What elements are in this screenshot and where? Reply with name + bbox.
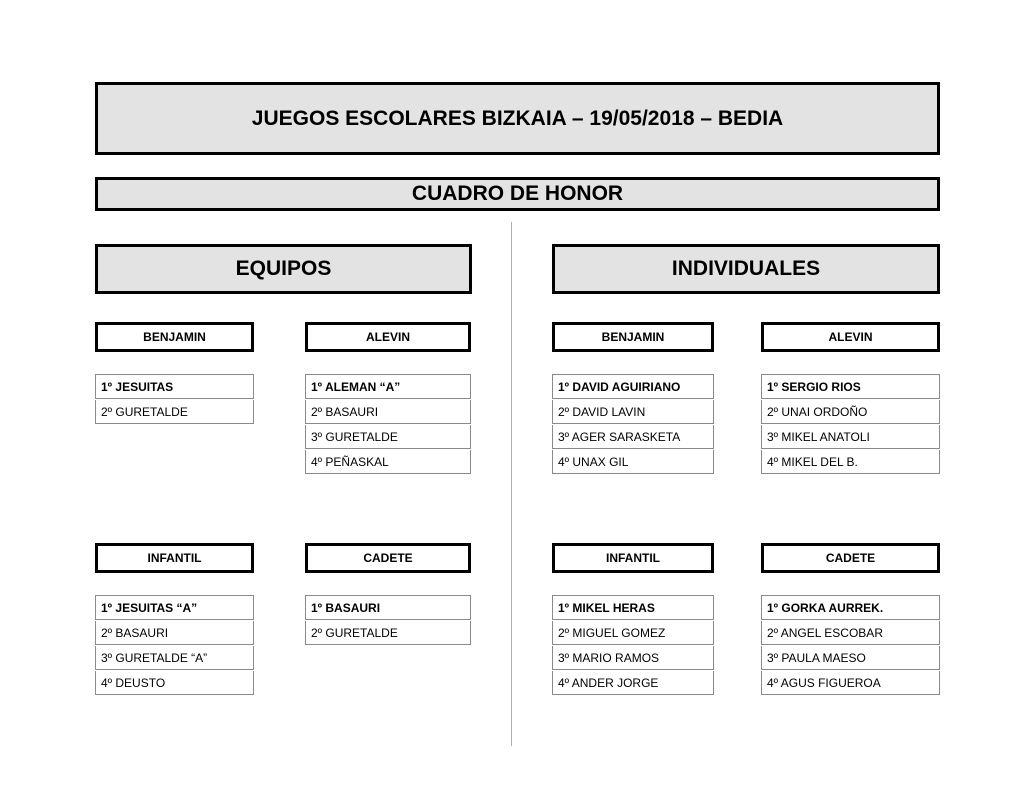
list-item: 1º BASAURI: [305, 596, 471, 620]
individuales-infantil-list: [552, 595, 714, 695]
page-title: JUEGOS ESCOLARES BIZKAIA – 19/05/2018 – BEDIA: [95, 82, 940, 155]
list-item: 3º GURETALDE: [305, 425, 471, 449]
list-item: 2º BASAURI: [305, 400, 471, 424]
section-heading-individuales: INDIVIDUALES: [552, 244, 940, 294]
list-item: 2º DAVID LAVIN: [552, 400, 714, 424]
list-item: 2º GURETALDE: [305, 621, 471, 645]
equipos-benjamin-list: [95, 374, 254, 424]
individuales-alevin-list: [761, 374, 940, 474]
equipos-benjamin-header: BENJAMIN: [95, 322, 254, 352]
section-heading-equipos: EQUIPOS: [95, 244, 472, 294]
list-item: 2º GURETALDE: [95, 400, 254, 424]
list-item: 4º MIKEL DEL B.: [761, 450, 940, 474]
list-item: 1º DAVID AGUIRIANO: [552, 375, 714, 399]
list-item: 2º BASAURI: [95, 621, 254, 645]
individuales-cadete-list: [761, 595, 940, 695]
list-item: 4º UNAX GIL: [552, 450, 714, 474]
equipos-alevin-list: [305, 374, 471, 474]
individuales-benjamin-header: BENJAMIN: [552, 322, 714, 352]
list-item: 4º AGUS FIGUEROA: [761, 671, 940, 695]
list-item: 1º GORKA AURREK.: [761, 596, 940, 620]
list-item: 2º ANGEL ESCOBAR: [761, 621, 940, 645]
equipos-alevin-header: ALEVIN: [305, 322, 471, 352]
page-subtitle: CUADRO DE HONOR: [95, 177, 940, 211]
list-item: 4º DEUSTO: [95, 671, 254, 695]
equipos-infantil-list: [95, 595, 254, 695]
list-item: 4º ANDER JORGE: [552, 671, 714, 695]
list-item: 2º UNAI ORDOÑO: [761, 400, 940, 424]
list-item: 1º SERGIO RIOS: [761, 375, 940, 399]
list-item: 3º MARIO RAMOS: [552, 646, 714, 670]
individuales-cadete-header: CADETE: [761, 543, 940, 573]
list-item: 3º GURETALDE “A”: [95, 646, 254, 670]
list-item: 4º PEÑASKAL: [305, 450, 471, 474]
list-item: 1º MIKEL HERAS: [552, 596, 714, 620]
equipos-cadete-list: [305, 595, 471, 645]
list-item: 1º ALEMAN “A”: [305, 375, 471, 399]
individuales-alevin-header: ALEVIN: [761, 322, 940, 352]
list-item: 3º AGER SARASKETA: [552, 425, 714, 449]
list-item: 3º PAULA MAESO: [761, 646, 940, 670]
list-item: 1º JESUITAS: [95, 375, 254, 399]
equipos-cadete-header: CADETE: [305, 543, 471, 573]
individuales-infantil-header: INFANTIL: [552, 543, 714, 573]
individuales-benjamin-list: [552, 374, 714, 474]
equipos-infantil-header: INFANTIL: [95, 543, 254, 573]
list-item: 3º MIKEL ANATOLI: [761, 425, 940, 449]
column-divider: [511, 222, 512, 746]
list-item: 2º MIGUEL GOMEZ: [552, 621, 714, 645]
list-item: 1º JESUITAS “A”: [95, 596, 254, 620]
